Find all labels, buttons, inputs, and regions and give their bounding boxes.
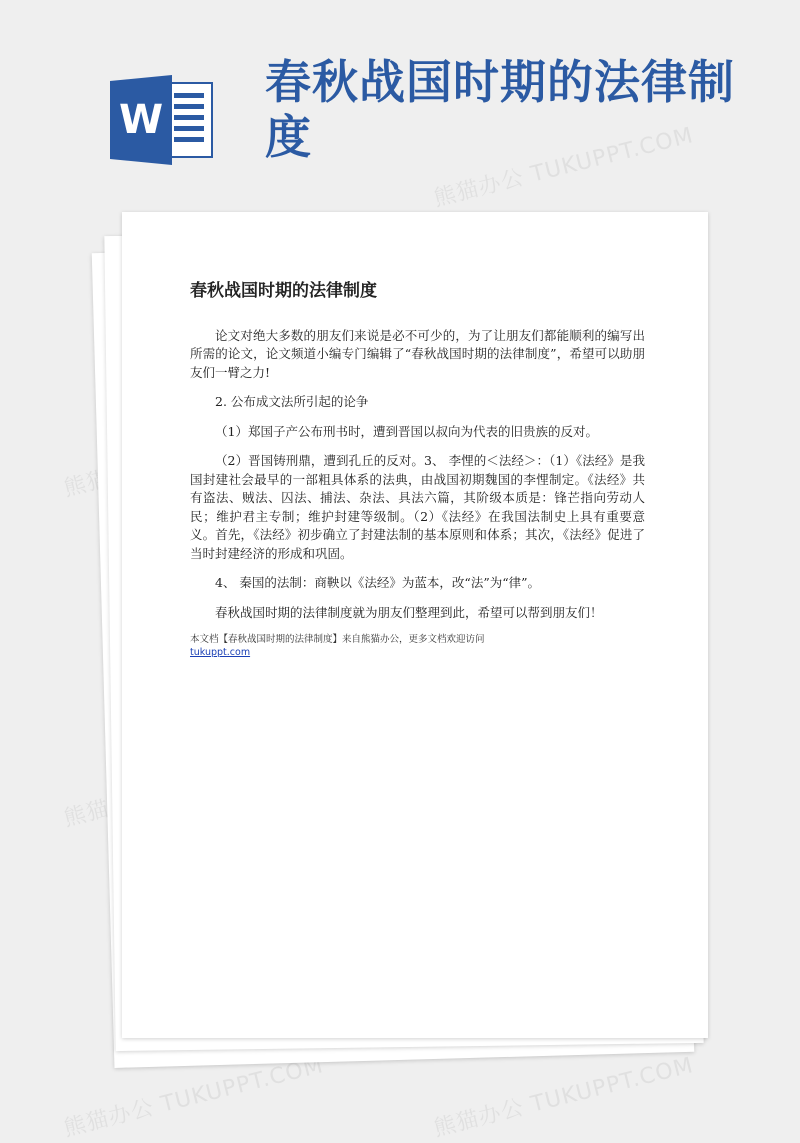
paragraph-item-4: 4、 秦国的法制：商鞅以《法经》为蓝本，改“法”为“律”。 [215,575,540,590]
footer-link[interactable]: tukuppt.com [190,647,251,658]
watermark: 熊猫办公 TUKUPPT.COM [431,123,697,212]
footer-note-text: 本文档【春秋战国时期的法律制度】来自熊猫办公，更多文档欢迎访问 [190,634,485,645]
document-title: 春秋战国时期的法律制度 [190,281,377,301]
word-icon-letter: W [118,97,164,143]
word-doc-icon [110,75,214,165]
paragraph-intro: 论文对绝大多数的朋友们来说是必不可少的，为了让朋友们都能顺利的编写出所需的论文，论文频道小编专门编辑了“春秋战国时期的法律制度”，希望可以助朋友们一臂之力! [190,327,645,380]
document-body [190,282,645,633]
paragraph-heading-2: 2. 公布成文法所引起的论争 [215,394,369,409]
watermark: 熊猫办公 TUKUPPT.COM [431,1053,697,1142]
paragraph-closing: 春秋战国时期的法律制度就为朋友们整理到此，希望可以帮到朋友们！ [215,604,603,620]
footer-note [190,633,650,659]
watermark: 熊猫办公 TUKUPPT.COM [61,1053,327,1142]
paragraph-item-1: （1）郑国子产公布刑书时，遭到晋国以叔向为代表的旧贵族的反对。 [215,423,598,439]
header-title: 春秋战国时期的法律制度 [265,55,735,164]
paragraph-item-2-3: （2）晋国铸刑鼎，遭到孔丘的反对。3、 李悝的＜法经＞：（1）《法经》是我国封建社会最早的一部粗具体系的法典，由战国初期魏国的李悝制定。《法经》共有盗法、贼法、囚法、捕法、杂法、具法六篇，其阶级本质是：锋芒指向劳动人民；维护君主专制；维护封建等级制。（2）《法经》在我国法制史上具有重要意义。首先，《法经》初步确立了封建法制的基本原则和体系；其次，《法经》促进了当时封建经济的形成和巩固。 [190,453,645,561]
